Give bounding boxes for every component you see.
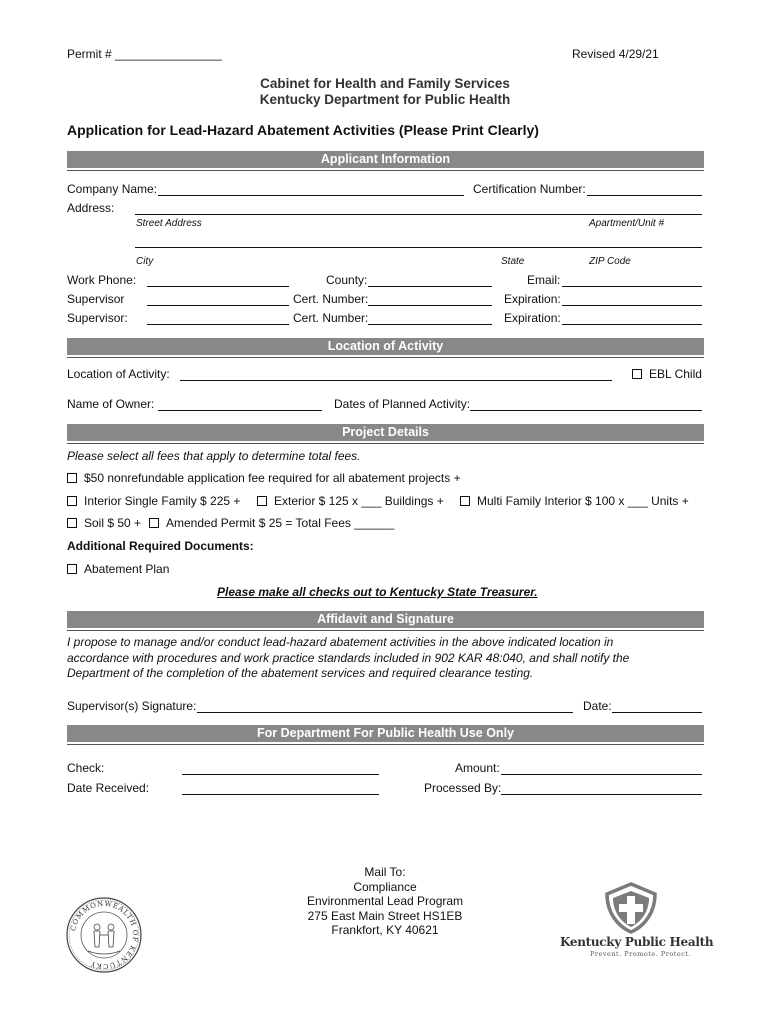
exterior-checkbox[interactable]	[257, 494, 444, 508]
soil-checkbox[interactable]	[67, 516, 141, 530]
street-address-caption: Street Address	[136, 218, 202, 229]
cert-number-label-2: Cert. Number:	[293, 311, 369, 325]
amended-permit-label: Amended Permit $ 25 = Total Fees ______	[166, 516, 395, 530]
state-caption: State	[501, 256, 525, 267]
email-field[interactable]	[562, 286, 702, 287]
permit-number: Permit # ________________	[67, 47, 222, 61]
planned-dates-field[interactable]	[470, 410, 702, 411]
mail-city: Frankfort, KY 40621	[331, 923, 439, 937]
section-project-details: Project Details	[67, 424, 704, 441]
section-department-use-only: For Department For Public Health Use Only	[67, 725, 704, 742]
application-fee-checkbox[interactable]	[67, 471, 461, 485]
supervisor-field-1[interactable]	[147, 305, 289, 306]
checkbox-icon	[460, 496, 470, 506]
amended-permit-checkbox[interactable]	[149, 516, 394, 530]
expiration-field-1[interactable]	[562, 305, 702, 306]
additional-documents-heading: Additional Required Documents:	[67, 539, 254, 553]
checkbox-icon	[67, 518, 77, 528]
date-received-field[interactable]	[182, 794, 379, 795]
interior-single-family-checkbox[interactable]	[67, 494, 240, 508]
affidavit-line-3: Department of the completion of the abatement services and required clearance testing.	[67, 666, 534, 680]
logo-name: Kentucky Public Health	[560, 935, 714, 949]
mailing-address	[285, 865, 485, 938]
expiration-field-2[interactable]	[562, 324, 702, 325]
mail-to-label: Mail To:	[364, 865, 406, 879]
work-phone-field[interactable]	[147, 286, 289, 287]
owner-name-label: Name of Owner:	[67, 397, 155, 411]
check-label: Check:	[67, 761, 105, 775]
checkbox-icon	[257, 496, 267, 506]
company-name-label: Company Name:	[67, 182, 158, 196]
department-name: Kentucky Department for Public Health	[259, 92, 511, 107]
cert-number-field-2[interactable]	[368, 324, 492, 325]
expiration-label-1: Expiration:	[504, 292, 561, 306]
date-received-label: Date Received:	[67, 781, 150, 795]
supervisor-field-2[interactable]	[147, 324, 289, 325]
county-field[interactable]	[368, 286, 492, 287]
apartment-unit-caption: Apartment/Unit #	[589, 218, 665, 229]
company-name-field[interactable]	[158, 195, 464, 196]
svg-text:COMMONWEALTH OF KENTUCKY: COMMONWEALTH OF KENTUCKY	[69, 899, 140, 971]
ebl-child-label: EBL Child	[649, 367, 702, 381]
exterior-label: Exterior $ 125 x ___ Buildings +	[274, 494, 444, 508]
checkbox-icon	[67, 473, 77, 483]
city-state-zip-field[interactable]	[135, 247, 702, 248]
location-of-activity-field[interactable]	[180, 380, 612, 381]
multi-family-interior-label: Multi Family Interior $ 100 x ___ Units +	[477, 494, 689, 508]
checkbox-icon	[67, 564, 77, 574]
section-affidavit-signature: Affidavit and Signature	[67, 611, 704, 628]
multi-family-interior-checkbox[interactable]	[460, 494, 689, 508]
abatement-plan-label: Abatement Plan	[84, 562, 170, 576]
soil-label: Soil $ 50 +	[84, 516, 142, 530]
shield-cross-icon	[603, 882, 659, 934]
certification-number-label: Certification Number:	[473, 182, 586, 196]
mail-compliance: Compliance	[353, 879, 417, 894]
signature-date-label: Date:	[583, 699, 612, 713]
form-title: Application for Lead-Hazard Abatement Activities (Please Print Clearly)	[67, 122, 539, 138]
planned-dates-label: Dates of Planned Activity:	[334, 397, 471, 411]
checkbox-icon	[149, 518, 159, 528]
checkbox-icon	[632, 369, 642, 379]
affidavit-line-1: I propose to manage and/or conduct lead-hazard abatement activities in the above indicated location in	[67, 635, 614, 649]
cert-number-label-1: Cert. Number:	[293, 292, 369, 306]
city-caption: City	[136, 256, 154, 267]
application-fee-label: $50 nonrefundable application fee required for all abatement projects +	[84, 471, 461, 485]
processed-by-field[interactable]	[501, 794, 702, 795]
supervisor-label-1: Supervisor	[67, 292, 125, 306]
county-label: County:	[326, 273, 368, 287]
abatement-plan-checkbox[interactable]	[67, 562, 169, 576]
revised-date: Revised 4/29/21	[572, 47, 659, 61]
certification-number-field[interactable]	[587, 195, 702, 196]
amount-field[interactable]	[501, 774, 702, 775]
interior-single-family-label: Interior Single Family $ 225 +	[84, 494, 241, 508]
supervisor-signature-field[interactable]	[197, 712, 573, 713]
section-location-of-activity: Location of Activity	[67, 338, 704, 355]
owner-name-field[interactable]	[158, 410, 322, 411]
email-label: Email:	[527, 273, 561, 287]
checkbox-icon	[67, 496, 77, 506]
ebl-child-checkbox[interactable]	[632, 367, 702, 381]
mail-program: Environmental Lead Program	[306, 894, 464, 908]
amount-label: Amount:	[455, 761, 500, 775]
check-field[interactable]	[182, 774, 379, 775]
logo-tagline: Prevent. Promote. Protect.	[590, 950, 692, 958]
work-phone-label: Work Phone:	[67, 273, 137, 287]
agency-name: Cabinet for Health and Family Services	[260, 76, 510, 91]
processed-by-label: Processed By:	[424, 781, 502, 795]
supervisor-signature-label: Supervisor(s) Signature:	[67, 699, 197, 713]
location-of-activity-label: Location of Activity:	[67, 367, 170, 381]
checks-payable-note: Please make all checks out to Kentucky State Treasurer.	[217, 585, 538, 599]
cert-number-field-1[interactable]	[368, 305, 492, 306]
affidavit-line-2: accordance with procedures and work practice standards included in 902 KAR 48:040, and shall notify the	[67, 651, 630, 665]
mail-street: 275 East Main Street HS1EB	[307, 908, 463, 923]
zip-caption: ZIP Code	[589, 256, 631, 267]
kentucky-seal	[66, 897, 142, 973]
section-applicant-information: Applicant Information	[67, 151, 704, 168]
address-label: Address:	[67, 201, 115, 215]
fees-instructions: Please select all fees that apply to determine total fees.	[67, 449, 361, 463]
street-address-field[interactable]	[135, 214, 702, 215]
signature-date-field[interactable]	[612, 712, 702, 713]
kentucky-public-health-logo	[556, 882, 714, 960]
expiration-label-2: Expiration:	[504, 311, 561, 325]
supervisor-label-2: Supervisor:	[67, 311, 128, 325]
